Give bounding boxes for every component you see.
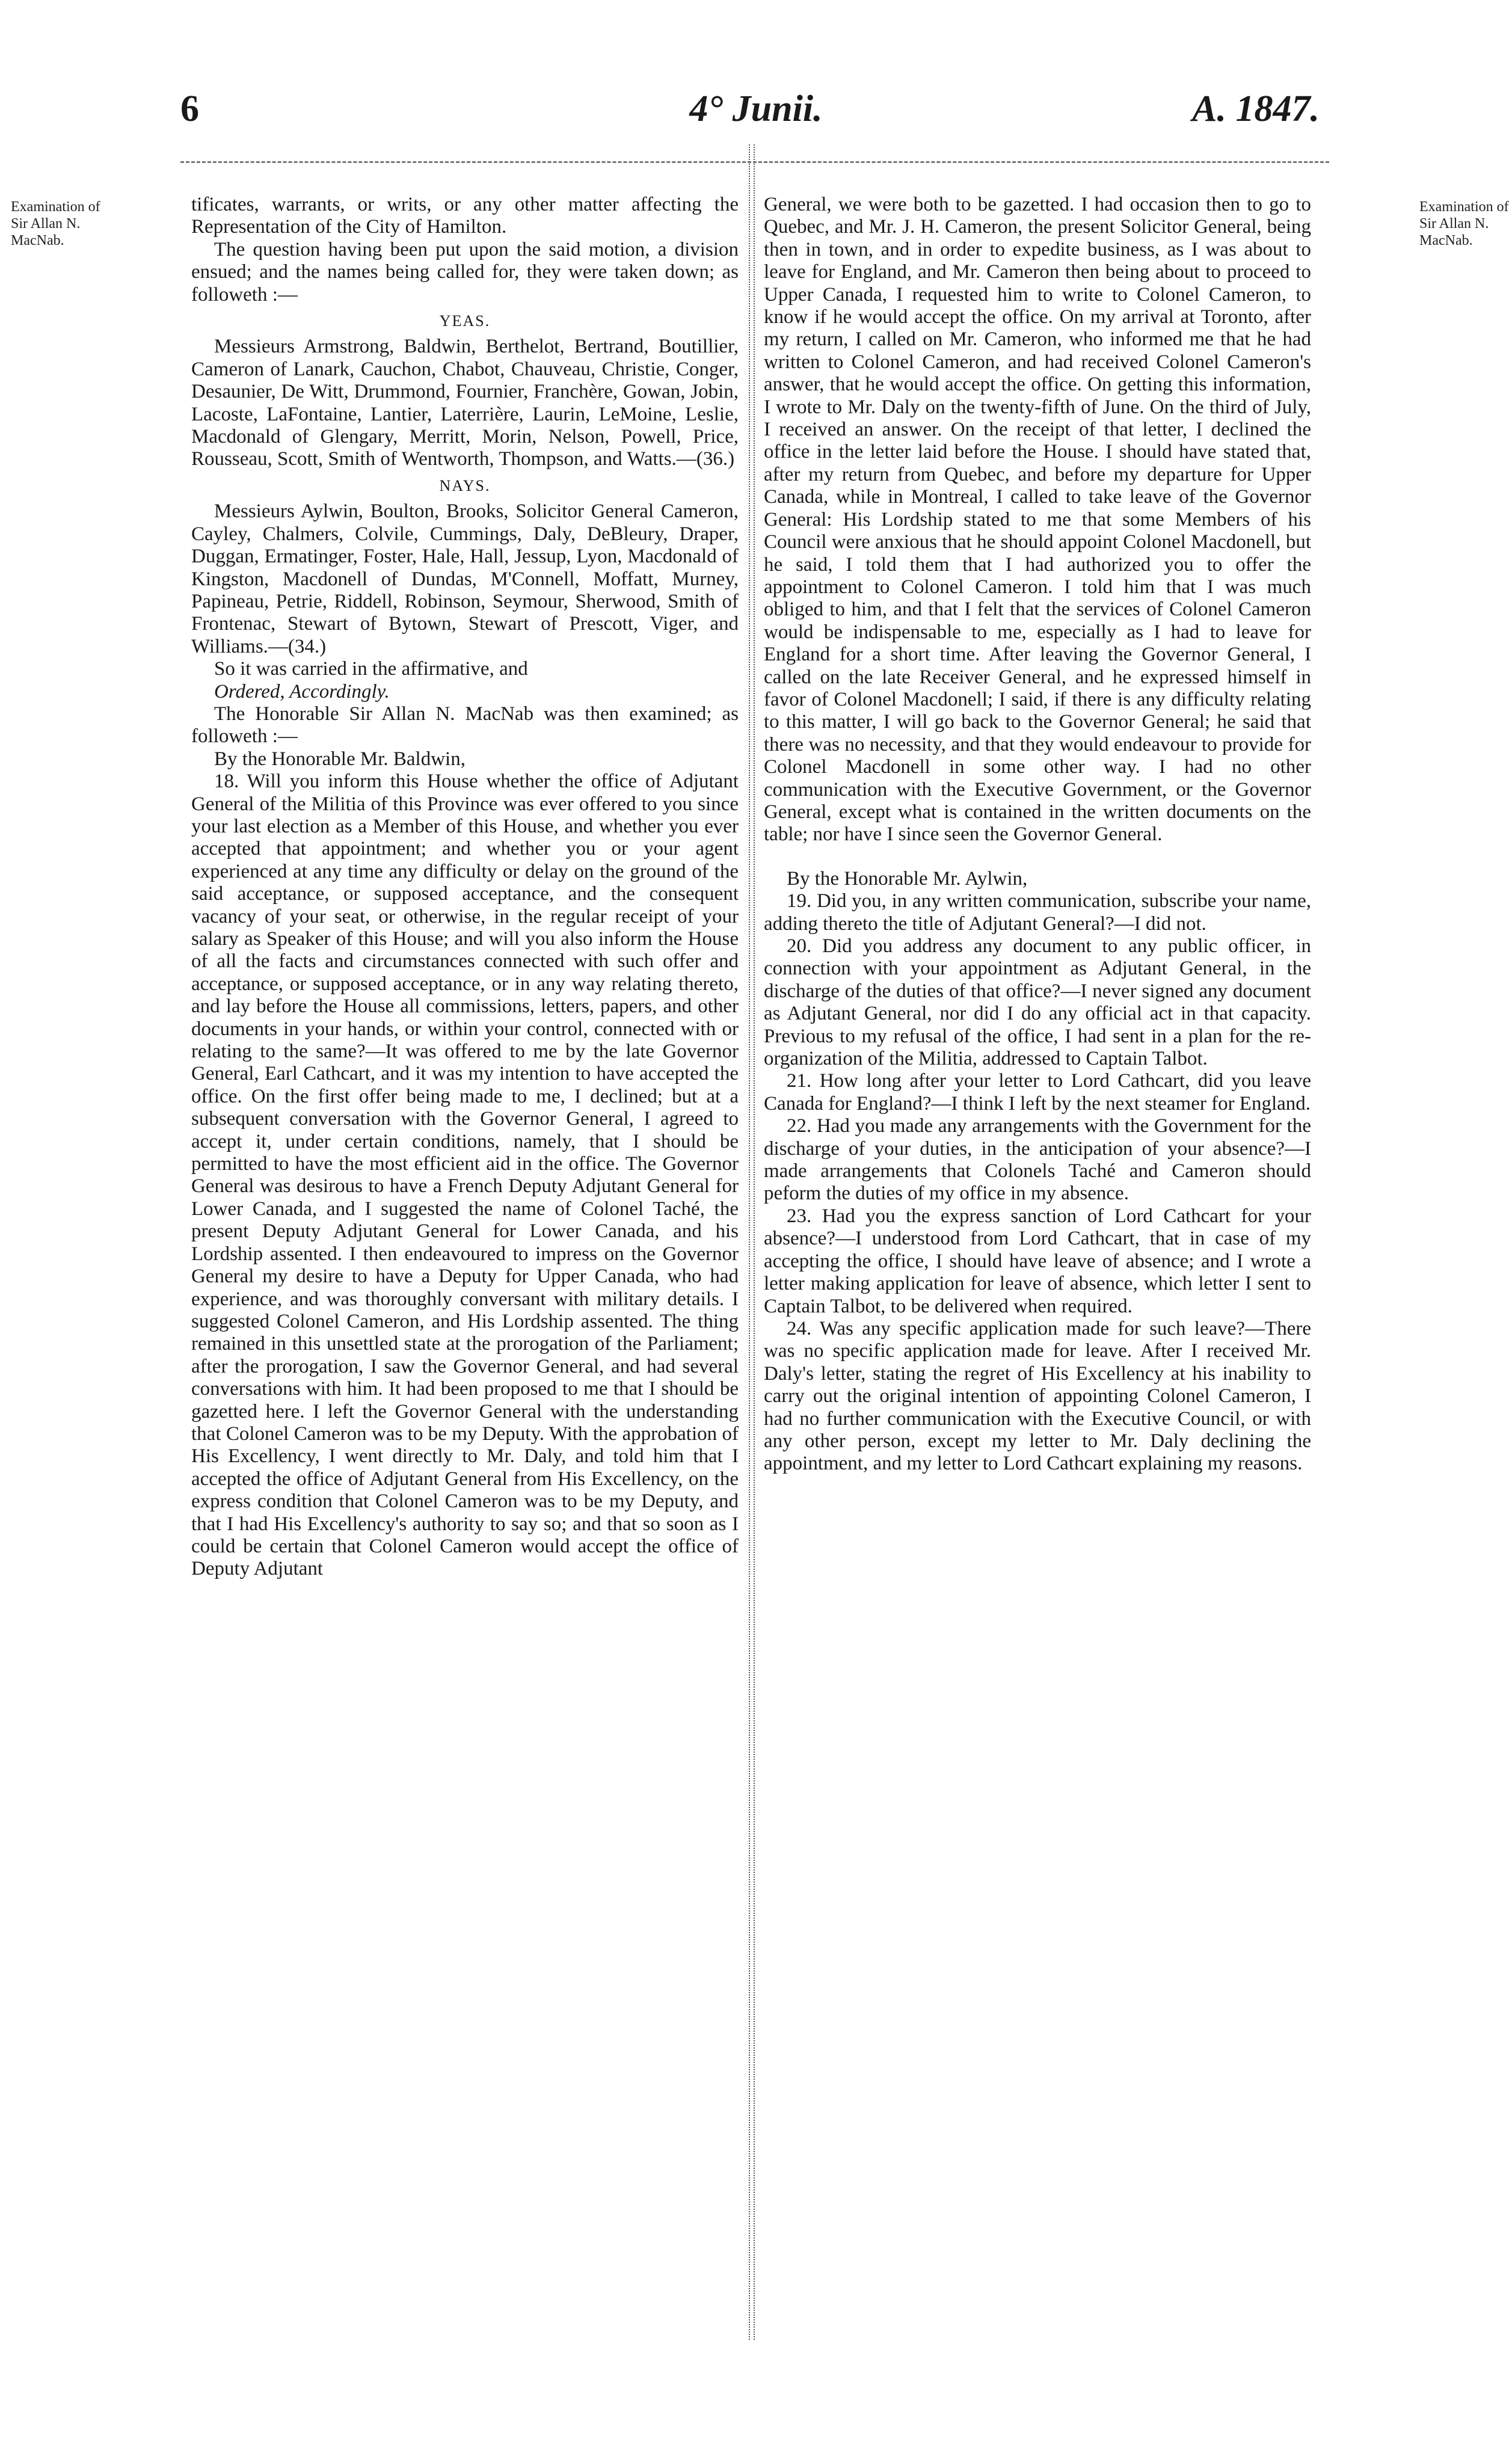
paragraph: So it was carried in the affirmative, and: [214, 658, 528, 680]
question-23: 23. Had you the express sanction of Lord Cathcart for your absence?—I understood from Lord Cathcart, that in case of my accepting the office, I should have leave of absence; and I wrote a letter making application for leave of absence, which letter I sent to Captain Talbot, to be delivered when required.: [764, 1205, 1311, 1317]
yeas-list: Messieurs Armstrong, Baldwin, Berthelot, Bertrand, Boutillier, Cameron of Lanark, Cauchon, Chabot, Chauveau, Christie, Conger, Desaunier, De Witt, Drummond, Fournier, Franchère, Gowan, Jobin, Lacoste, LaFontaine, Lantier, Laterrière, Laurin, LeMoine, Leslie, Macdonald of Glengary, Merritt, Morin, Nelson, Powell, Price, Rousseau, Scott, Smith of Wentworth, Thompson, and Watts.—(36.): [191, 336, 739, 470]
question-22: 22. Had you made any arrangements with the Government for the discharge of your duties, in the anticipation of your absence?—I made arrangements that Colonels Taché and Cameron should peform the duties of my office in my absence.: [764, 1115, 1311, 1205]
question-21: 21. How long after your letter to Lord Cathcart, did you leave Canada for England?—I think I left by the next steamer for England.: [764, 1070, 1311, 1115]
question-24: 24. Was any specific application made for such leave?—There was no specific application made for leave. After I received Mr. Daly's letter, stating the regret of His Excellency at his inability to carry out the original intention of appointing Colonel Cameron, I had no further communication with the Executive Council, or with any other person, except my letter to Mr. Daly declining the appointment, and my letter to Lord Cathcart explaining my reasons.: [764, 1317, 1311, 1475]
column-divider: [749, 144, 755, 2340]
nays-heading: NAYS.: [439, 476, 491, 494]
question-20: 20. Did you address any document to any public officer, in connection with your appointment as Adjutant General, in the discharge of the duties of that office?—I never signed any document as Adjutant General, nor did I do any official act in that capacity. Previous to my refusal of the office, I had sent in a plan for the re-organization of the Militia, addressed to Captain Talbot.: [764, 935, 1311, 1070]
paragraph: The question having been put upon the said motion, a division ensued; and the names being called for, they were taken down; as followeth :—: [191, 238, 739, 306]
header-rule: [180, 161, 1329, 163]
paragraph: By the Honorable Mr. Baldwin,: [214, 748, 466, 770]
question-19: 19. Did you, in any written communication, subscribe your name, adding thereto the title of Adjutant General?—I did not.: [764, 890, 1311, 935]
paragraph: The Honorable Sir Allan N. MacNab was then examined; as followeth :—: [191, 703, 739, 748]
page-number: 6: [180, 88, 199, 129]
marginal-note-right: Examination of Sir Allan N. MacNab.: [1419, 199, 1509, 248]
paragraph: Ordered, Accordingly.: [214, 680, 390, 703]
nays-list: Messieurs Aylwin, Boulton, Brooks, Solicitor General Cameron, Cayley, Chalmers, Colvile, Cummings, Daly, DeBleury, Draper, Duggan, Ermatinger, Foster, Hale, Hall, Jessup, Lyon, Macdonald of Kingston, Macdonell of Dundas, M'Connell, Moffatt, Murney, Papineau, Petrie, Riddell, Robinson, Seymour, Sherwood, Smith of Frontenac, Stewart of Bytown, Stewart of Prescott, Viger, and Williams.—(34.): [191, 500, 739, 657]
paragraph: tificates, warrants, or writs, or any other matter affecting the Representation of the City of Hamilton.: [191, 194, 739, 238]
paragraph: By the Honorable Mr. Aylwin,: [787, 867, 1028, 890]
right-column: [764, 194, 1311, 1475]
marginal-note-left: Examination of Sir Allan N. MacNab.: [11, 199, 100, 248]
page-date: 4° Junii.: [689, 88, 823, 129]
paragraph: General, we were both to be gazetted. I had occasion then to go to Quebec, and Mr. J. H. Cameron, the present Solicitor General, being then in town, and in order to expedite business, as I was about to leave for England, and Mr. Cameron then being about to proceed to Upper Canada, I requested him to write to Colonel Cameron, to know if he would accept the office. On my arrival at Toronto, after my return, I called on Mr. Cameron, who informed me that he had written to Colonel Cameron, and had received Colonel Cameron's answer, that he would accept the office. On getting this information, I wrote to Mr. Daly on the twenty-fifth of June. On the third of July, I received an answer. On the receipt of that letter, I declined the office in the letter laid before the House. I should have stated that, after my return from Quebec, and before my departure for Upper Canada, while in Montreal, I called to take leave of the Governor General: His Lordship stated to me that some Members of his Council were anxious that he should appoint Colonel Macdonell, but he said, I told them that I had authorized you to offer the appointment to Colonel Cameron. I told him that I was much obliged to him, and that I felt that the services of Colonel Cameron would be indispensable to me, especially as I had to leave for England for a short time. After leaving the Governor General, I called on the late Receiver General, and he expressed himself in favor of Colonel Macdonell; I said, if there is any difficulty relating to this matter, I will go back to the Governor General; he said that there was no necessity, and that they would endeavour to provide for Colonel Macdonell in some other way. I had no other communication with the Executive Government, or the Governor General, except what is contained in the written documents on the table; nor have I since seen the Governor General.: [764, 194, 1311, 846]
question-18: 18. Will you inform this House whether the office of Adjutant General of the Militia of this Province was ever offered to you since your last election as a Member of this House, and whether you ever accepted that appointment; and whether you or your agent experienced at any time any difficulty or delay on the ground of the said acceptance, or supposed acceptance, and the consequent vacancy of your seat, or otherwise, in the regular receipt of your salary as Speaker of this House; and will you also inform the House of all the facts and circumstances connected with such offer and acceptance, or supposed acceptance, or in any way relating thereto, and lay before the House all commissions, letters, papers, and other documents in your hands, or within your control, connected with or relating to the same?—It was offered to me by the late Governor General, Earl Cathcart, and it was my intention to have accepted the office. On the first offer being made to me, I declined; but at a subsequent conversation with the Governor General, I agreed to accept it, under certain conditions, namely, that I should be permitted to have the most efficient aid in the office. The Governor General was desirous to have a French Deputy Adjutant General for Lower Canada, and I suggested the name of Colonel Taché, the present Deputy Adjutant General for Lower Canada, and his Lordship assented. I then endeavoured to impress on the Governor General my desire to have a Deputy for Upper Canada, who had experience, and was thoroughly conversant with military details. I suggested Colonel Cameron, and His Lordship assented. The thing remained in this unsettled state at the prorogation of the Parliament; after the prorogation, I saw the Governor General, and had several conversations with him. It had been proposed to me that I should be gazetted here. I left the Governor General with the understanding that Colonel Cameron was to be my Deputy. With the approbation of His Excellency, I went directly to Mr. Daly, and told him that I accepted the office of Adjutant General from His Excellency, on the express condition that Colonel Cameron was to be my Deputy, and that I had His Excellency's authority to say so; and that so soon as I could be certain that Colonel Cameron would accept the office of Deputy Adjutant: [191, 770, 739, 1580]
yeas-heading: YEAS.: [439, 312, 491, 330]
left-column: [191, 194, 739, 1581]
page-year: A. 1847.: [1192, 88, 1320, 129]
